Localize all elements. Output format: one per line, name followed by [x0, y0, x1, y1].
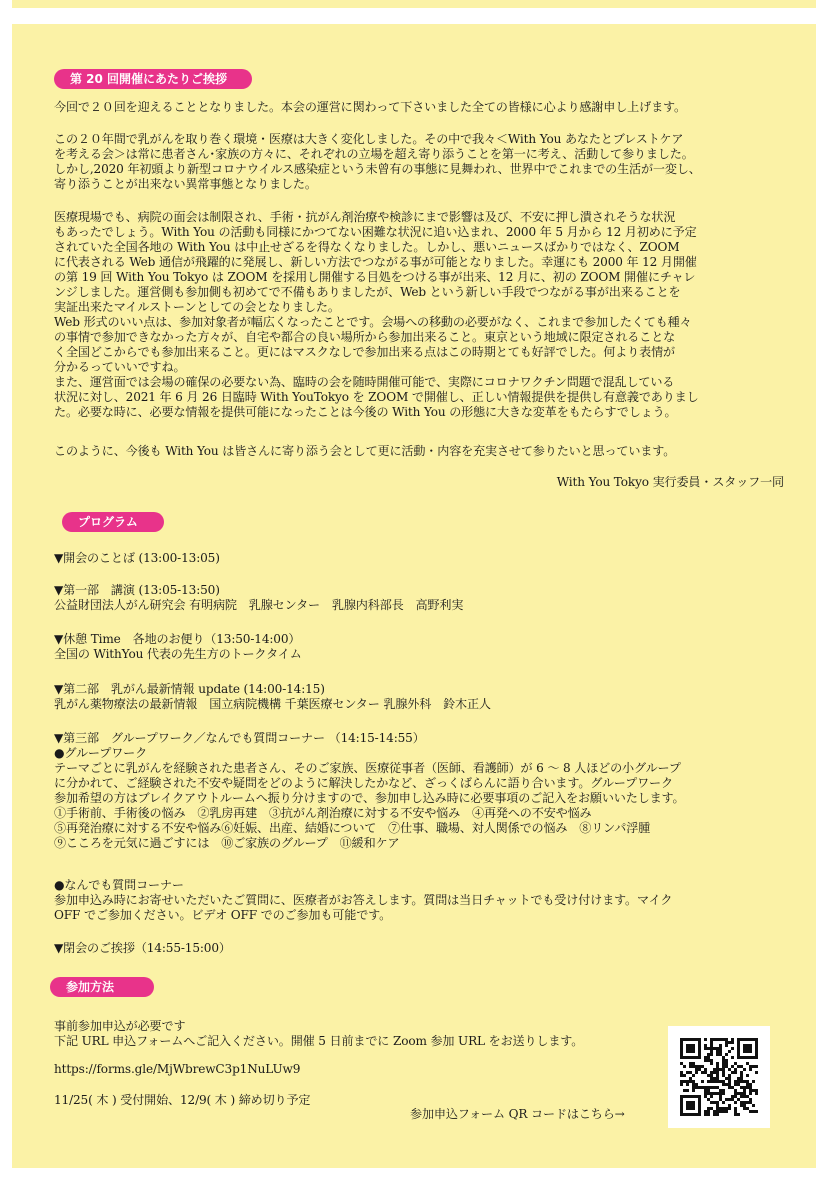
program-heading: プログラム [62, 512, 164, 532]
text-line: しかし,2020 年初頭より新型コロナウイルス感染症という未曾有の事態に見舞われ、世界中でこれまでの生活が一変し、 [54, 162, 701, 176]
text-line: ●グループワーク [54, 746, 148, 760]
participation-info [54, 1019, 654, 1049]
program-part3 [54, 731, 784, 851]
text-line: の第 19 回 With You Tokyo は ZOOM を採用し開催する目処をつける事が出来、12 月に、初の ZOOM 開催にチャレ [54, 270, 696, 284]
text-line: ▼第三部 グループワーク／なんでも質問コーナー （14:15-14:55） [54, 731, 425, 745]
text-line: 今回で２０回を迎えることとなりました。本会の運営に関わって下さいました全ての皆様に心より感謝申し上げます。 [54, 100, 686, 114]
participation-schedule [54, 1093, 454, 1108]
text-line: ▼第二部 乳がん最新情報 update (14:00-14:15) [54, 682, 325, 696]
text-line: の事情で参加できなかった方々が、自宅や都合の良い場所から参加出来ること。東京という地域に限定されることな [54, 330, 676, 344]
text-line: に代表される Web 通信が飛躍的に発展し、新しい方法でつながる事が可能となりました。幸運にも 2000 年 12 月開催 [54, 255, 697, 269]
text-line: このように、今後も With You は皆さんに寄り添う会として更に活動・内容を充実させて参りたいと思っています。 [54, 444, 676, 458]
text-line: 公益財団法人がん研究会 有明病院 乳腺センター 乳腺内科部長 高野利実 [54, 598, 464, 612]
text-line: ①手術前、手術後の悩み ②乳房再建 ③抗がん剤治療に対する不安や悩み ④再発への不安や悩み [54, 806, 592, 820]
text-line: ▼閉会のご挨拶（14:55-15:00） [54, 941, 231, 955]
program-opening [54, 551, 784, 566]
greeting-paragraph-3 [54, 210, 784, 420]
text-line: されていた全国各地の With You は中止せざるを得なくなりました。しかし、悪いニュースばかりではなく、ZOOM [54, 240, 680, 254]
program-closing [54, 941, 784, 956]
text-line: く全国どこからでも参加出来ること。更にはマスクなしで参加出来る点はこの時期とても好評でした。何より表情が [54, 345, 675, 359]
text-line: OFF でご参加ください。ビデオ OFF でのご参加も可能です。 [54, 908, 392, 922]
text-line: ▼休憩 Time 各地のお便り（13:50-14:00） [54, 632, 301, 646]
greeting-paragraph-2 [54, 132, 784, 192]
text-line: ⑨こころを元気に過ごすには ⑩ご家族のグループ ⑪緩和ケア [54, 836, 400, 850]
text-line: 参加申込フォーム QR コードはこちら→ [410, 1107, 625, 1121]
text-line: 事前参加申込が必要です [54, 1019, 186, 1033]
text-line: ●なんでも質問コーナー [54, 878, 184, 892]
text-line: ▼第一部 講演 (13:05-13:50) [54, 583, 220, 597]
qr-code-icon [668, 1026, 770, 1128]
text-line: Web 形式のいい点は、参加対象者が幅広くなったことです。会場への移動の必要がなく、これまで参加したくても種々 [54, 315, 692, 329]
greeting-paragraph-1 [54, 100, 784, 115]
greeting-heading: 第 20 回開催にあたりご挨拶 [54, 69, 252, 89]
program-part2 [54, 682, 784, 712]
text-line: 実証出来たマイルストーンとしての会となりました。 [54, 300, 340, 314]
text-line: 医療現場でも、病院の面会は制限され、手術・抗がん剤治療や検診にまで影響は及び、不安に押し潰されそうな状況 [54, 210, 676, 224]
text-line: ンジしました。運営側も参加側も初めてで不備もありましたが、Web という新しい手段でつながる事が出来ることを [54, 285, 681, 299]
text-line: に分かれて、ご経験された不安や疑問をどのように解決したかなど、ざっくばらんに語り合います。グループワーク [54, 776, 673, 790]
text-line: 分かるっていいですね。 [54, 360, 186, 374]
text-line: ⑤再発治療に対する不安や悩み⑥妊娠、出産、結婚について ⑦仕事、職場、対人関係での悩み ⑧リンパ浮腫 [54, 821, 651, 835]
form-url-text: https://forms.gle/MjWbrewC3p1NuLUw9 [54, 1062, 301, 1076]
text-line: 寄り添うことが出来ない異常事態となりました。 [54, 177, 317, 191]
text-line: もあったでしょう。With You の活動も同様にかつてない困難な状況に追い込まれ、2000 年 5 月から 12 月初めに予定 [54, 225, 697, 239]
greeting-paragraph-4 [54, 444, 784, 459]
text-line: 状況に対し、2021 年 6 月 26 日臨時 With YouTokyo を ZOOM で開催し、正しい情報提供を提供し有意義でありまし [54, 390, 699, 404]
text-line: た。必要な時に、必要な情報を提供可能になったことは今後の With You の形態に大きな変革をもたらすでしょう。 [54, 405, 677, 419]
text-line: テーマごとに乳がんを経験された患者さん、そのご家族、医療従事者（医師、看護師）が 6 ～ 8 人ほどの小グループ [54, 761, 681, 775]
participation-heading: 参加方法 [50, 977, 154, 997]
text-line: ▼開会のことば (13:00-13:05) [54, 551, 220, 565]
text-line: 乳がん薬物療法の最新情報 国立病院機構 千葉医療センター 乳腺外科 鈴木正人 [54, 697, 491, 711]
qr-caption [410, 1107, 660, 1122]
greeting-signature [54, 475, 784, 490]
text-line: また、運営面では会場の確保の必要ない為、臨時の会を随時開催可能で、実際にコロナワクチン問題で混乱している [54, 375, 675, 389]
text-line: を考える会＞は常に患者さん･家族の方々に、それぞれの立場を超え寄り添うことを第一に考え、活動して参りました。 [54, 147, 694, 161]
qr-code-graphic [680, 1038, 758, 1116]
program-qa [54, 878, 784, 923]
program-part1 [54, 583, 784, 613]
top-edge-strip [12, 0, 816, 8]
text-line: 下記 URL 申込フォームへご記入ください。開催 5 日前までに Zoom 参加 URL をお送りします。 [54, 1034, 584, 1048]
flyer-page [12, 24, 816, 1168]
signature-text: With You Tokyo 実行委員・スタッフ一同 [556, 475, 784, 489]
program-break [54, 632, 784, 662]
text-line: 参加希望の方はブレイクアウトルームへ振り分けますので、参加申し込み時に必要事項のご記入をお願いいたします。 [54, 791, 685, 805]
text-line: この２０年間で乳がんを取り巻く環境・医療は大きく変化しました。その中で我々＜With You あなたとブレストケア [54, 132, 684, 146]
text-line: 全国の WithYou 代表の先生方のトークタイム [54, 647, 302, 661]
text-line: 11/25( 木 ) 受付開始、12/9( 木 ) 締め切り予定 [54, 1093, 311, 1107]
text-line: 参加申込み時にお寄せいただいたご質問に、医療者がお答えします。質問は当日チャットでも受け付けます。マイク [54, 893, 673, 907]
participation-url [54, 1062, 454, 1077]
